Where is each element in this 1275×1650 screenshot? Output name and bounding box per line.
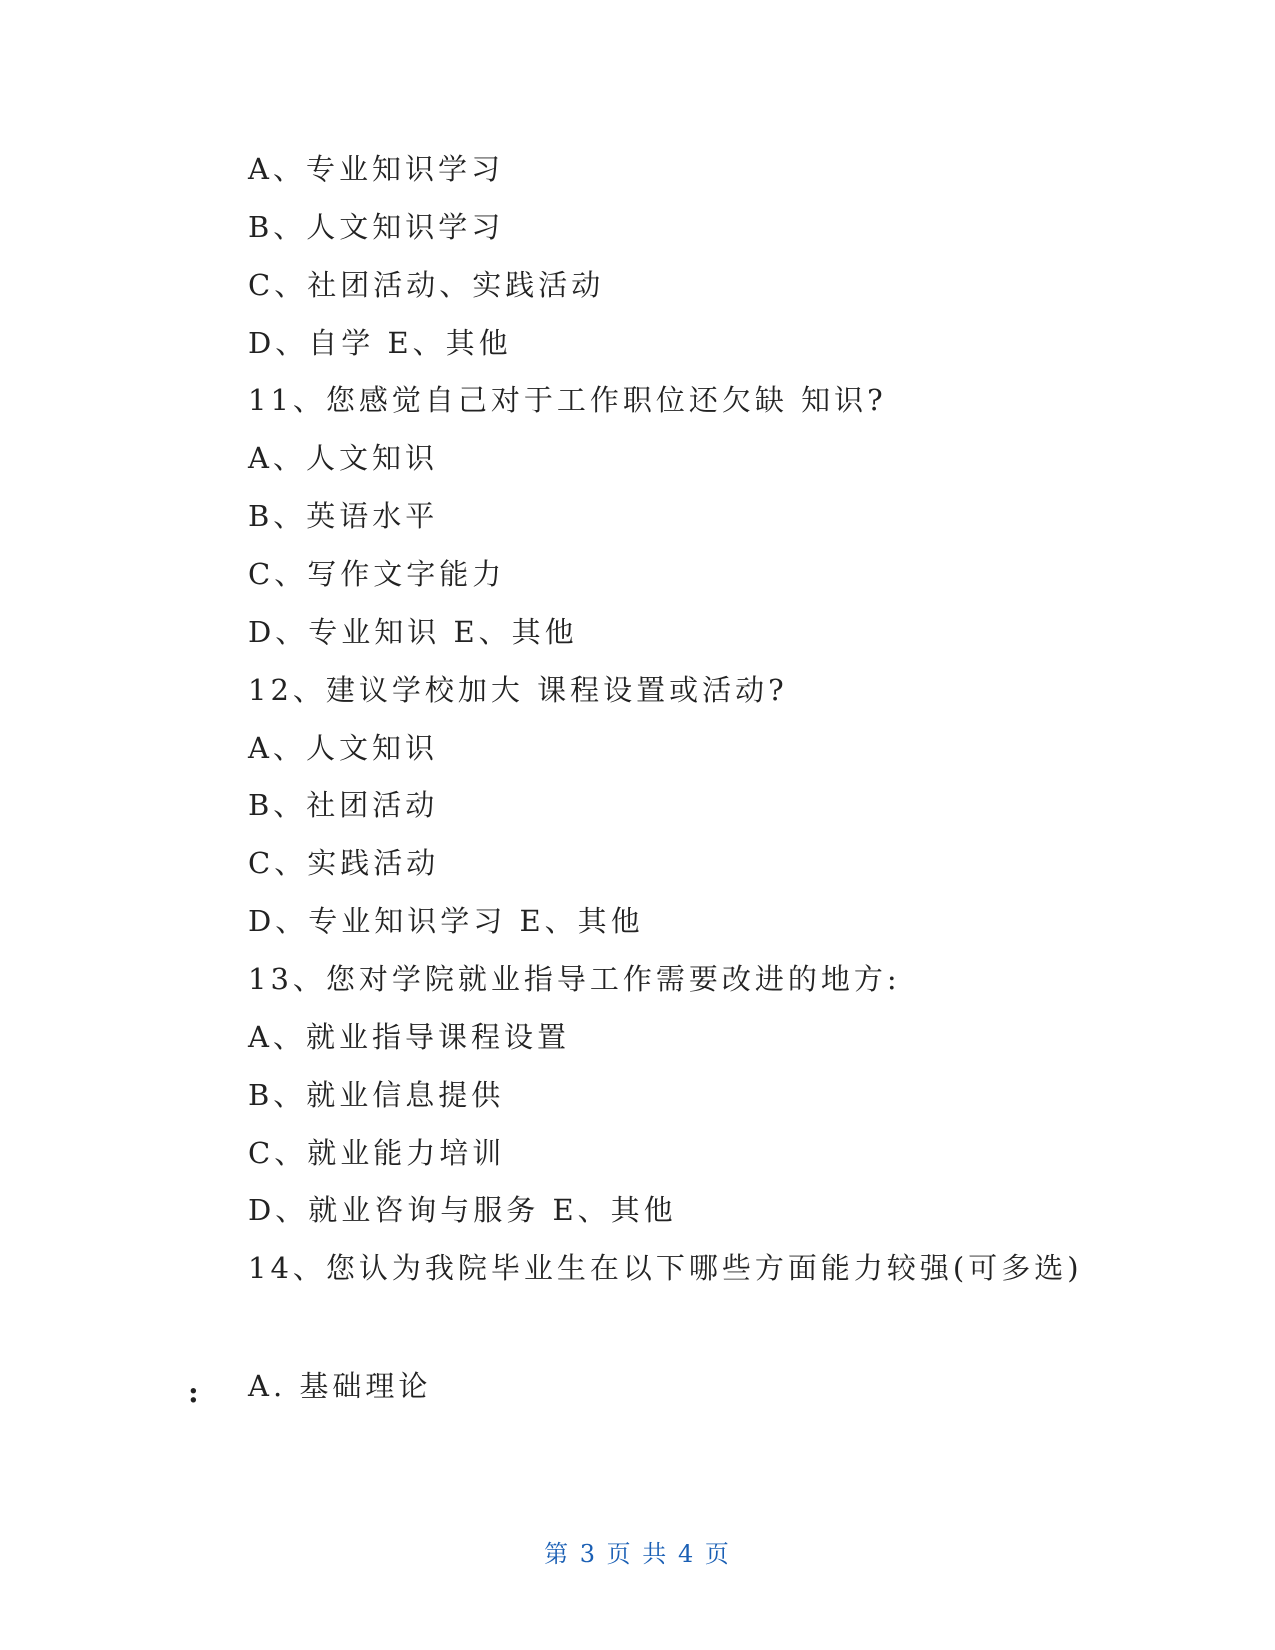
option-line: A、人文知识 <box>248 731 438 765</box>
option-line: C、写作文字能力 <box>248 557 506 591</box>
option-line: C、就业能力培训 <box>248 1136 506 1170</box>
option-line: D、自学 E、其他 <box>248 326 512 360</box>
option-line: A、就业指导课程设置 <box>248 1020 570 1054</box>
question-line: 11、您感觉自己对于工作职位还欠缺 知识? <box>248 383 887 417</box>
option-line: A、专业知识学习 <box>248 152 504 186</box>
question-line: 12、建议学校加大 课程设置或活动? <box>248 673 788 707</box>
question-line: 13、您对学院就业指导工作需要改进的地方: <box>248 962 901 996</box>
option-line: C、社团活动、实践活动 <box>248 268 605 302</box>
option-line: A、人文知识 <box>248 441 438 475</box>
colon-line: : <box>188 1375 199 1409</box>
page-footer: 第 3 页 共 4 页 <box>544 1540 731 1568</box>
question-line: 14、您认为我院毕业生在以下哪些方面能力较强(可多选) <box>248 1251 1083 1285</box>
option-line: D、专业知识 E、其他 <box>248 615 578 649</box>
option-line: B、人文知识学习 <box>248 210 505 244</box>
option-line: D、专业知识学习 E、其他 <box>248 904 644 938</box>
option-line: D、就业咨询与服务 E、其他 <box>248 1193 677 1227</box>
option-line: B、就业信息提供 <box>248 1078 505 1112</box>
option-line: C、实践活动 <box>248 846 440 880</box>
option-line: A. 基础理论 <box>248 1369 432 1403</box>
option-line: B、社团活动 <box>248 788 439 822</box>
option-line: B、英语水平 <box>248 499 439 533</box>
